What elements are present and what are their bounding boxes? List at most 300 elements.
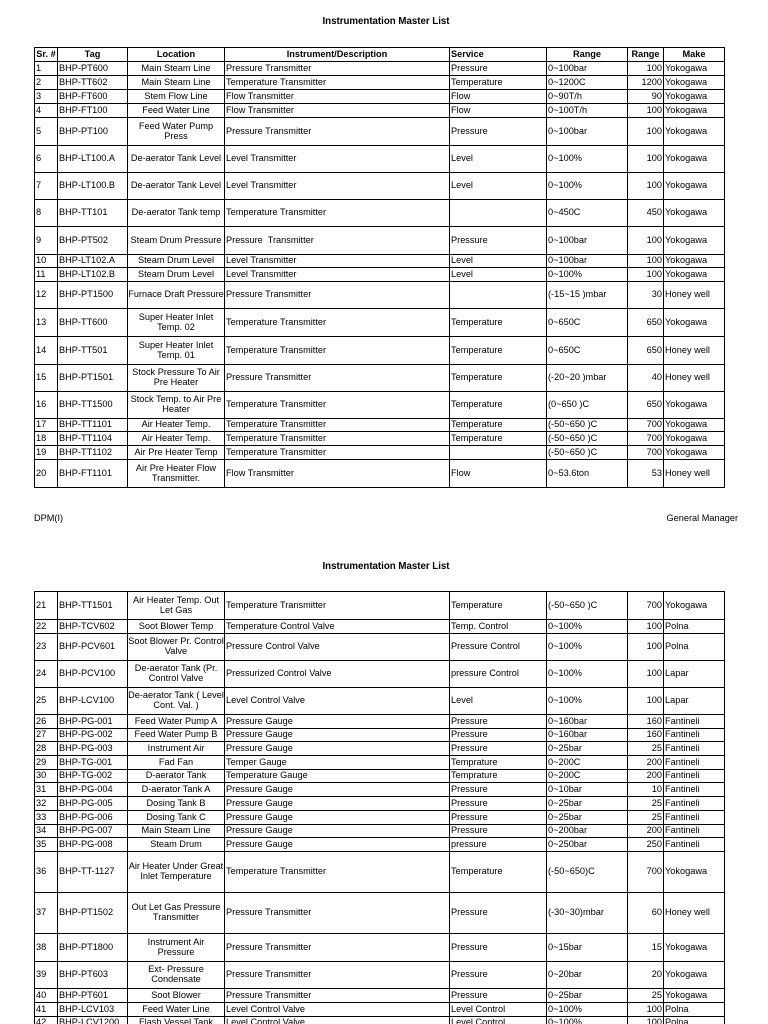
cell-location: Feed Water Pump A xyxy=(127,714,225,729)
cell-make: Polna xyxy=(663,633,725,661)
cell-range-value: 25 xyxy=(627,796,664,811)
cell-instrument: Temperature Transmitter xyxy=(224,431,450,446)
cell-make: Yokogawa xyxy=(663,226,725,255)
cell-range: 0~200C xyxy=(546,755,628,770)
cell-sr: 19 xyxy=(34,445,58,460)
cell-instrument: Temperature Gauge xyxy=(224,769,450,783)
cell-range: 0~100% xyxy=(546,1016,628,1024)
cell-range-value: 100 xyxy=(627,687,664,715)
cell-sr: 28 xyxy=(34,741,58,756)
cell-location: Stock Temp. to Air Pre Heater xyxy=(127,391,225,419)
cell-range: (-15~15 )mbar xyxy=(546,281,628,309)
header-range-value: Range xyxy=(627,47,664,62)
cell-instrument: Flow Transmitter xyxy=(224,459,450,488)
cell-sr: 11 xyxy=(34,267,58,282)
cell-sr: 16 xyxy=(34,391,58,419)
cell-range: (-20~20 )mbar xyxy=(546,364,628,392)
cell-tag: BHP-LT102.B xyxy=(57,267,128,282)
table-row xyxy=(34,755,725,770)
cell-service: Pressure xyxy=(449,226,547,255)
cell-make: Fantineli xyxy=(663,796,725,811)
cell-tag: BHP-PG-008 xyxy=(57,837,128,852)
cell-make: Honey well xyxy=(663,281,725,309)
cell-location: Out Let Gas Pressure Transmitter xyxy=(127,892,225,934)
cell-service: Level xyxy=(449,145,547,173)
cell-sr: 34 xyxy=(34,824,58,838)
header-location: Location xyxy=(127,47,225,62)
cell-instrument: Level Transmitter xyxy=(224,145,450,173)
table-row xyxy=(34,810,725,825)
cell-service: Level xyxy=(449,687,547,715)
cell-make: Fantineli xyxy=(663,755,725,770)
cell-sr: 31 xyxy=(34,782,58,797)
cell-tag: BHP-PG-004 xyxy=(57,782,128,797)
cell-sr: 27 xyxy=(34,728,58,742)
header-instrument: Instrument/Description xyxy=(224,47,450,62)
cell-sr: 12 xyxy=(34,281,58,309)
table-row xyxy=(34,741,725,756)
cell-location: Dosing Tank C xyxy=(127,810,225,825)
cell-sr: 42 xyxy=(34,1016,58,1024)
cell-instrument: Temperature Transmitter xyxy=(224,336,450,365)
cell-range: 0~100% xyxy=(546,267,628,282)
cell-make: Yokogawa xyxy=(663,172,725,200)
cell-instrument: Pressure Transmitter xyxy=(224,226,450,255)
cell-service: Flow xyxy=(449,459,547,488)
cell-range-value: 100 xyxy=(627,254,664,268)
cell-instrument: Level Transmitter xyxy=(224,254,450,268)
cell-tag: BHP-PG-002 xyxy=(57,728,128,742)
cell-service: Pressure xyxy=(449,741,547,756)
cell-range-value: 100 xyxy=(627,267,664,282)
cell-range-value: 200 xyxy=(627,755,664,770)
cell-instrument: Level Transmitter xyxy=(224,267,450,282)
cell-location: Steam Drum Level xyxy=(127,254,225,268)
cell-sr: 33 xyxy=(34,810,58,825)
cell-instrument: Level Control Valve xyxy=(224,687,450,715)
header-range: Range xyxy=(546,47,628,62)
cell-range: (-30~30)mbar xyxy=(546,892,628,934)
cell-range: (-50~650 )C xyxy=(546,418,628,432)
cell-service: Temperature xyxy=(449,591,547,620)
table-row xyxy=(34,633,725,661)
cell-location: Air Heater Temp. xyxy=(127,418,225,432)
header-service: Service xyxy=(449,47,547,62)
cell-instrument: Temperature Transmitter xyxy=(224,418,450,432)
cell-location: Furnace Draft Pressure xyxy=(127,281,225,309)
cell-range-value: 100 xyxy=(627,660,664,688)
cell-tag: BHP-FT1101 xyxy=(57,459,128,488)
cell-instrument: Flow Transmitter xyxy=(224,89,450,104)
table-row xyxy=(34,619,725,634)
cell-service: Pressure xyxy=(449,782,547,797)
cell-range-value: 700 xyxy=(627,851,664,893)
table-row xyxy=(34,782,725,797)
cell-range-value: 100 xyxy=(627,1016,664,1024)
cell-location: Feed Water Line xyxy=(127,1002,225,1017)
cell-instrument: Temperature Transmitter xyxy=(224,199,450,227)
cell-service: Pressure xyxy=(449,961,547,989)
cell-location: Super Heater Inlet Temp. 02 xyxy=(127,308,225,337)
cell-range: 0~100% xyxy=(546,619,628,634)
cell-service: Flow xyxy=(449,89,547,104)
cell-range: 0~200bar xyxy=(546,824,628,838)
cell-sr: 38 xyxy=(34,933,58,962)
cell-tag: BHP-TT101 xyxy=(57,199,128,227)
cell-sr: 10 xyxy=(34,254,58,268)
cell-service: Pressure xyxy=(449,796,547,811)
cell-instrument: Pressure Control Valve xyxy=(224,633,450,661)
cell-range: 0~160bar xyxy=(546,714,628,729)
cell-service: Level xyxy=(449,267,547,282)
cell-range-value: 650 xyxy=(627,336,664,365)
cell-location: D-aerator Tank A xyxy=(127,782,225,797)
cell-tag: BHP-PT1800 xyxy=(57,933,128,962)
cell-tag: BHP-TT501 xyxy=(57,336,128,365)
cell-make: Lapar xyxy=(663,687,725,715)
cell-make: Yokogawa xyxy=(663,61,725,76)
cell-tag: BHP-PG-007 xyxy=(57,824,128,838)
cell-range: 0~1200C xyxy=(546,75,628,90)
cell-range-value: 25 xyxy=(627,810,664,825)
cell-sr: 25 xyxy=(34,687,58,715)
cell-tag: BHP-PG-001 xyxy=(57,714,128,729)
table-row xyxy=(34,1002,725,1017)
cell-range: 0~650C xyxy=(546,336,628,365)
table-row xyxy=(34,824,725,838)
cell-tag: BHP-TT1104 xyxy=(57,431,128,446)
cell-service: Pressure xyxy=(449,61,547,76)
cell-range: 0~250bar xyxy=(546,837,628,852)
cell-sr: 13 xyxy=(34,308,58,337)
cell-sr: 37 xyxy=(34,892,58,934)
cell-range: (-50~650 )C xyxy=(546,591,628,620)
cell-range-value: 25 xyxy=(627,741,664,756)
cell-tag: BHP-PG-003 xyxy=(57,741,128,756)
cell-instrument: Pressure Transmitter xyxy=(224,892,450,934)
cell-make: Fantineli xyxy=(663,824,725,838)
cell-location: Main Steam Line xyxy=(127,75,225,90)
cell-sr: 41 xyxy=(34,1002,58,1017)
cell-instrument: Pressure Transmitter xyxy=(224,988,450,1003)
cell-location: Steam Drum Pressure xyxy=(127,226,225,255)
header-make: Make xyxy=(663,47,725,62)
cell-location: Soot Blower xyxy=(127,988,225,1003)
cell-range: 0~100% xyxy=(546,172,628,200)
cell-instrument: Level Control Valve xyxy=(224,1016,450,1024)
header-tag: Tag xyxy=(57,47,128,62)
cell-range: 0~53.6ton xyxy=(546,459,628,488)
cell-sr: 36 xyxy=(34,851,58,893)
cell-range-value: 650 xyxy=(627,391,664,419)
cell-location: Instrument Air Pressure xyxy=(127,933,225,962)
cell-range-value: 650 xyxy=(627,308,664,337)
cell-location: Feed Water Line xyxy=(127,103,225,118)
cell-sr: 17 xyxy=(34,418,58,432)
cell-sr: 4 xyxy=(34,103,58,118)
cell-location: Soot Blower Pr. Control Valve xyxy=(127,633,225,661)
cell-make: Yokogawa xyxy=(663,89,725,104)
cell-instrument: Pressure Transmitter xyxy=(224,364,450,392)
cell-tag: BHP-LCV1200 xyxy=(57,1016,128,1024)
cell-range: 0~25bar xyxy=(546,741,628,756)
cell-range: 0~25bar xyxy=(546,810,628,825)
cell-range: 0~100T/h xyxy=(546,103,628,118)
page-title-2: Instrumentation Master List xyxy=(322,561,450,572)
cell-instrument: Temperature Transmitter xyxy=(224,308,450,337)
cell-range: 0~100bar xyxy=(546,254,628,268)
cell-location: D-aerator Tank xyxy=(127,769,225,783)
cell-service: Pressure xyxy=(449,728,547,742)
cell-make: Yokogawa xyxy=(663,391,725,419)
cell-tag: BHP-TT1500 xyxy=(57,391,128,419)
table-row xyxy=(34,714,725,729)
cell-range: 0~100bar xyxy=(546,61,628,76)
table-row xyxy=(34,728,725,742)
cell-tag: BHP-FT100 xyxy=(57,103,128,118)
cell-location: Air Pre Heater Flow Transmitter. xyxy=(127,459,225,488)
cell-instrument: Temperature Transmitter xyxy=(224,445,450,460)
cell-service: Pressure xyxy=(449,988,547,1003)
table-row xyxy=(34,1016,725,1024)
cell-service: Temperature xyxy=(449,75,547,90)
cell-service: Flow xyxy=(449,103,547,118)
cell-tag: BHP-TT1102 xyxy=(57,445,128,460)
cell-sr: 20 xyxy=(34,459,58,488)
cell-instrument: Pressure Gauge xyxy=(224,796,450,811)
cell-range: (-50~650 )C xyxy=(546,431,628,446)
cell-sr: 32 xyxy=(34,796,58,811)
cell-location: Steam Drum Level xyxy=(127,267,225,282)
cell-range: 0~450C xyxy=(546,199,628,227)
table-row xyxy=(34,961,725,989)
cell-make: Polna xyxy=(663,619,725,634)
cell-tag: BHP-TT602 xyxy=(57,75,128,90)
cell-instrument: Pressure Gauge xyxy=(224,741,450,756)
cell-make: Yokogawa xyxy=(663,961,725,989)
cell-service: pressure Control xyxy=(449,660,547,688)
cell-tag: BHP-LT100.B xyxy=(57,172,128,200)
cell-service: Pressure xyxy=(449,892,547,934)
cell-tag: BHP-PT1500 xyxy=(57,281,128,309)
table-row xyxy=(34,851,725,893)
cell-instrument: Level Transmitter xyxy=(224,172,450,200)
cell-service: Temperature xyxy=(449,431,547,446)
cell-range: (-50~650)C xyxy=(546,851,628,893)
cell-tag: BHP-PT100 xyxy=(57,117,128,146)
cell-instrument: Pressure Transmitter xyxy=(224,61,450,76)
cell-make: Yokogawa xyxy=(663,199,725,227)
cell-range: 0~100bar xyxy=(546,117,628,146)
cell-location: Stem Flow Line xyxy=(127,89,225,104)
cell-range-value: 450 xyxy=(627,199,664,227)
cell-location: Air Pre Heater Temp xyxy=(127,445,225,460)
cell-service: Pressure xyxy=(449,933,547,962)
cell-range: 0~100% xyxy=(546,660,628,688)
cell-range: 0~90T/h xyxy=(546,89,628,104)
cell-make: Yokogawa xyxy=(663,103,725,118)
cell-service: Temprature xyxy=(449,755,547,770)
cell-sr: 29 xyxy=(34,755,58,770)
cell-tag: BHP-PG-006 xyxy=(57,810,128,825)
cell-sr: 24 xyxy=(34,660,58,688)
cell-tag: BHP-LCV100 xyxy=(57,687,128,715)
cell-tag: BHP-LT102.A xyxy=(57,254,128,268)
cell-service: Temperature xyxy=(449,364,547,392)
table-row xyxy=(34,660,725,688)
cell-location: De-aerator Tank Level xyxy=(127,145,225,173)
cell-make: Yokogawa xyxy=(663,851,725,893)
cell-sr: 6 xyxy=(34,145,58,173)
cell-service: Pressure xyxy=(449,810,547,825)
cell-range: (-50~650 )C xyxy=(546,445,628,460)
cell-instrument: Temperature Transmitter xyxy=(224,851,450,893)
cell-service: Temperature xyxy=(449,336,547,365)
cell-location: Main Steam Line xyxy=(127,61,225,76)
cell-make: Fantineli xyxy=(663,769,725,783)
cell-instrument: Pressure Gauge xyxy=(224,728,450,742)
cell-tag: BHP-LCV103 xyxy=(57,1002,128,1017)
cell-sr: 22 xyxy=(34,619,58,634)
cell-instrument: Pressure Transmitter xyxy=(224,961,450,989)
cell-sr: 39 xyxy=(34,961,58,989)
cell-make: Yokogawa xyxy=(663,308,725,337)
cell-make: Fantineli xyxy=(663,741,725,756)
cell-location: Air Heater Temp. xyxy=(127,431,225,446)
table-row xyxy=(34,796,725,811)
cell-sr: 30 xyxy=(34,769,58,783)
cell-location: De-aerator Tank ( Level Cont. Val. ) xyxy=(127,687,225,715)
cell-instrument: Temperature Control Valve xyxy=(224,619,450,634)
cell-tag: BHP-TT-1127 xyxy=(57,851,128,893)
cell-tag: BHP-PCV601 xyxy=(57,633,128,661)
cell-range-value: 100 xyxy=(627,172,664,200)
cell-range-value: 25 xyxy=(627,988,664,1003)
cell-range-value: 100 xyxy=(627,1002,664,1017)
cell-tag: BHP-PT600 xyxy=(57,61,128,76)
cell-sr: 2 xyxy=(34,75,58,90)
cell-make: Yokogawa xyxy=(663,591,725,620)
cell-service: Level xyxy=(449,172,547,200)
cell-range-value: 160 xyxy=(627,728,664,742)
cell-tag: BHP-FT600 xyxy=(57,89,128,104)
cell-instrument: Pressure Gauge xyxy=(224,824,450,838)
cell-tag: BHP-TT600 xyxy=(57,308,128,337)
cell-make: Yokogawa xyxy=(663,418,725,432)
cell-location: Dosing Tank B xyxy=(127,796,225,811)
cell-instrument: Temperature Transmitter xyxy=(224,75,450,90)
cell-range-value: 700 xyxy=(627,591,664,620)
cell-range: (0~650 )C xyxy=(546,391,628,419)
cell-service: Temperature xyxy=(449,391,547,419)
cell-range: 0~650C xyxy=(546,308,628,337)
cell-range: 0~100% xyxy=(546,145,628,173)
cell-make: Fantineli xyxy=(663,837,725,852)
cell-tag: BHP-PT1502 xyxy=(57,892,128,934)
cell-range-value: 100 xyxy=(627,61,664,76)
cell-make: Yokogawa xyxy=(663,254,725,268)
cell-tag: BHP-TG-002 xyxy=(57,769,128,783)
cell-range-value: 100 xyxy=(627,633,664,661)
cell-range-value: 200 xyxy=(627,769,664,783)
header-sr: Sr. # xyxy=(34,47,58,62)
cell-make: Polna xyxy=(663,1002,725,1017)
table-row xyxy=(34,892,725,934)
cell-sr: 5 xyxy=(34,117,58,146)
cell-range-value: 10 xyxy=(627,782,664,797)
cell-instrument: Pressure Gauge xyxy=(224,782,450,797)
cell-make: Yokogawa xyxy=(663,145,725,173)
cell-range-value: 90 xyxy=(627,89,664,104)
cell-range: 0~25bar xyxy=(546,796,628,811)
cell-range: 0~25bar xyxy=(546,988,628,1003)
cell-instrument: Pressure Gauge xyxy=(224,714,450,729)
cell-service: Level Control xyxy=(449,1016,547,1024)
cell-service: Temperature xyxy=(449,851,547,893)
cell-tag: BHP-TT1101 xyxy=(57,418,128,432)
cell-range-value: 1200 xyxy=(627,75,664,90)
cell-location: De-aerator Tank Level xyxy=(127,172,225,200)
cell-range-value: 40 xyxy=(627,364,664,392)
cell-location: Fad Fan xyxy=(127,755,225,770)
cell-sr: 9 xyxy=(34,226,58,255)
cell-tag: BHP-TG-001 xyxy=(57,755,128,770)
cell-range-value: 700 xyxy=(627,445,664,460)
cell-tag: BHP-TCV602 xyxy=(57,619,128,634)
cell-service: Pressure xyxy=(449,117,547,146)
cell-make: Fantineli xyxy=(663,728,725,742)
cell-location: Air Heater Under Great Inlet Temperature xyxy=(127,851,225,893)
cell-instrument: Temper Gauge xyxy=(224,755,450,770)
cell-range: 0~100% xyxy=(546,687,628,715)
page-title: Instrumentation Master List xyxy=(322,16,450,27)
cell-service: pressure xyxy=(449,837,547,852)
cell-sr: 40 xyxy=(34,988,58,1003)
footer-signature-left: DPM(I) xyxy=(34,513,64,523)
cell-range-value: 250 xyxy=(627,837,664,852)
cell-range: 0~15bar xyxy=(546,933,628,962)
cell-sr: 21 xyxy=(34,591,58,620)
cell-service: Level xyxy=(449,254,547,268)
cell-instrument: Pressure Gauge xyxy=(224,837,450,852)
cell-sr: 35 xyxy=(34,837,58,852)
cell-range-value: 100 xyxy=(627,226,664,255)
cell-sr: 26 xyxy=(34,714,58,729)
cell-make: Yokogawa xyxy=(663,988,725,1003)
cell-range-value: 30 xyxy=(627,281,664,309)
cell-location: Soot Blower Temp xyxy=(127,619,225,634)
cell-sr: 15 xyxy=(34,364,58,392)
table-row xyxy=(34,837,725,852)
cell-instrument: Level Control Valve xyxy=(224,1002,450,1017)
cell-range: 0~100bar xyxy=(546,226,628,255)
cell-location: Instrument Air xyxy=(127,741,225,756)
cell-range-value: 200 xyxy=(627,824,664,838)
cell-range-value: 100 xyxy=(627,117,664,146)
cell-make: Fantineli xyxy=(663,714,725,729)
cell-range-value: 100 xyxy=(627,145,664,173)
cell-service: Level Control xyxy=(449,1002,547,1017)
cell-instrument: Pressure Transmitter xyxy=(224,281,450,309)
cell-service: Temperature xyxy=(449,418,547,432)
cell-tag: BHP-PG-005 xyxy=(57,796,128,811)
cell-make: Honey well xyxy=(663,892,725,934)
cell-location: Super Heater Inlet Temp. 01 xyxy=(127,336,225,365)
cell-sr: 23 xyxy=(34,633,58,661)
cell-tag: BHP-PT601 xyxy=(57,988,128,1003)
cell-sr: 7 xyxy=(34,172,58,200)
cell-location: De-aerator Tank temp xyxy=(127,199,225,227)
